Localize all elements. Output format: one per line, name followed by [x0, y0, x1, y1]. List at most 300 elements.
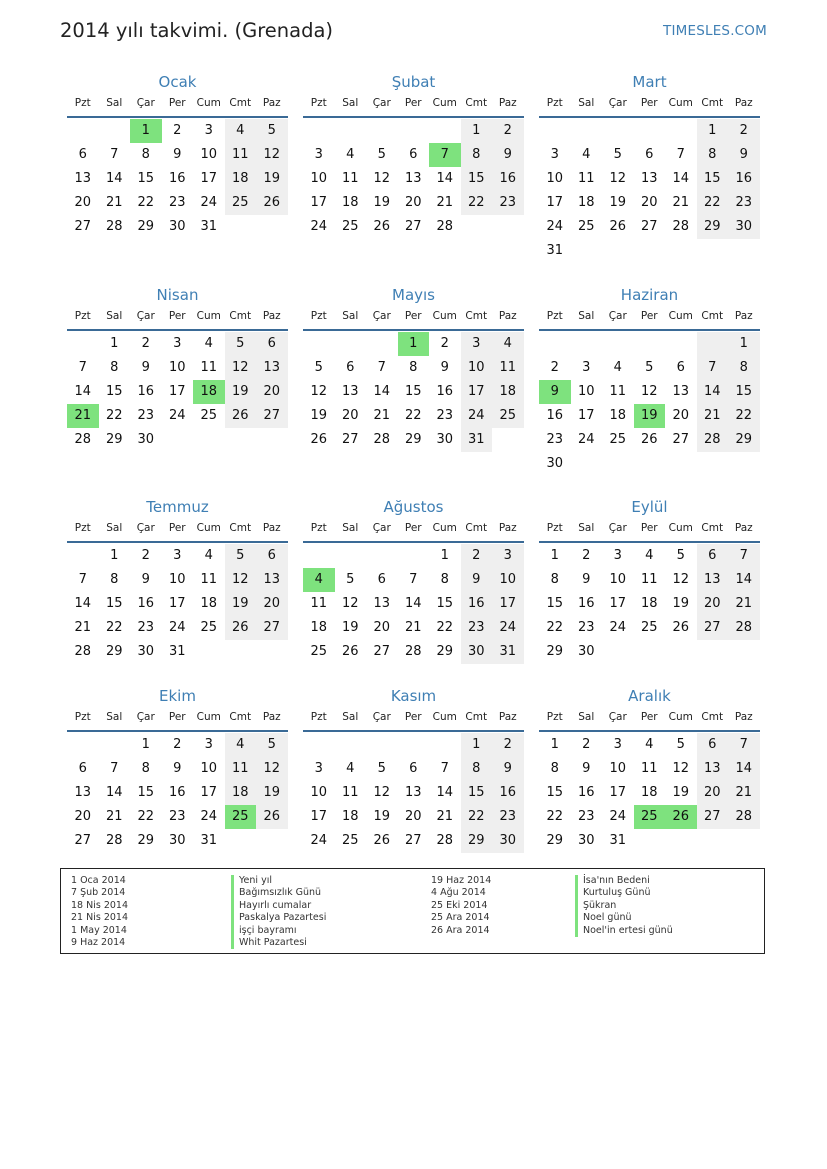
- day-cell: 10: [609, 761, 627, 776]
- legend-date: 4 Ağu 2014: [431, 887, 486, 899]
- day-cell: 27: [341, 432, 359, 447]
- day-cell: 17: [200, 171, 218, 186]
- day-cell: 24: [310, 833, 328, 848]
- day-cell: 19: [672, 596, 690, 611]
- weekday-header: [303, 710, 524, 730]
- day-cell: 22: [105, 620, 123, 635]
- day-cell: 9: [440, 360, 449, 375]
- day-cell: 28: [105, 219, 123, 234]
- header-rule: [539, 116, 760, 118]
- weekday-label: Sal: [106, 522, 123, 534]
- brand-link[interactable]: TIMESLES.COM: [663, 23, 767, 39]
- legend-holiday-name: Yeni yıl: [231, 875, 326, 887]
- day-cell: 30: [436, 432, 454, 447]
- day-cell: 20: [341, 408, 359, 423]
- day-cell: 25: [341, 833, 359, 848]
- day-cell: 20: [640, 195, 658, 210]
- day-cell: 7: [110, 147, 119, 162]
- weekday-label: Per: [404, 97, 422, 109]
- day-cell: 31: [168, 644, 186, 659]
- day-cell: 16: [168, 785, 186, 800]
- day-cell: 27: [74, 219, 92, 234]
- empty-cell: [335, 544, 367, 568]
- day-cell: 25: [310, 644, 328, 659]
- header-rule: [67, 730, 288, 732]
- day-cell: 24: [200, 195, 218, 210]
- day-cell: 17: [168, 596, 186, 611]
- day-cell: 27: [404, 219, 422, 234]
- empty-cell: [67, 332, 99, 356]
- day-cell: 1: [440, 548, 449, 563]
- day-cell: 9: [492, 143, 524, 167]
- day-cell: 26: [373, 219, 391, 234]
- empty-cell: [303, 733, 335, 757]
- day-cell: 5: [256, 733, 288, 757]
- day-cell: 28: [74, 432, 92, 447]
- day-cell: 22: [728, 404, 760, 428]
- day-cell: 17: [461, 380, 493, 404]
- holiday-legend: [60, 868, 765, 954]
- holiday-day-cell: 19: [634, 404, 666, 428]
- weekday-label: Per: [168, 522, 186, 534]
- day-cell: 13: [404, 171, 422, 186]
- day-cell: 8: [550, 572, 559, 587]
- month-block: [539, 285, 760, 476]
- day-cell: 30: [492, 829, 524, 853]
- day-cell: 22: [546, 620, 564, 635]
- day-cell: 25: [200, 408, 218, 423]
- day-cell: 29: [137, 833, 155, 848]
- weekday-label: Pzt: [546, 711, 563, 723]
- day-cell: 28: [672, 219, 690, 234]
- day-cell: 8: [461, 757, 493, 781]
- weekday-label: Sal: [106, 310, 123, 322]
- day-cell: 14: [105, 171, 123, 186]
- day-cell: 8: [110, 572, 119, 587]
- day-cell: 31: [200, 833, 218, 848]
- day-cell: 8: [110, 360, 119, 375]
- weekday-header: [67, 96, 288, 116]
- day-cell: 26: [225, 616, 257, 640]
- day-cell: 10: [461, 356, 493, 380]
- day-cell: 8: [550, 761, 559, 776]
- day-cell: 11: [310, 596, 328, 611]
- day-cell: 28: [728, 805, 760, 829]
- empty-cell: [697, 332, 729, 356]
- day-cell: 6: [645, 147, 654, 162]
- day-cell: 12: [341, 596, 359, 611]
- weekday-header: [67, 309, 288, 329]
- day-cell: 20: [256, 592, 288, 616]
- day-cell: 31: [461, 428, 493, 452]
- weekday-label: Çar: [608, 522, 627, 534]
- day-cell: 18: [609, 408, 627, 423]
- day-cell: 21: [728, 781, 760, 805]
- weekday-header: [303, 309, 524, 329]
- weekday-label: Cum: [432, 97, 457, 109]
- day-cell: 1: [461, 119, 493, 143]
- day-cell: 24: [200, 809, 218, 824]
- month-block: [303, 285, 524, 452]
- day-cell: 30: [577, 833, 595, 848]
- day-cell: 26: [609, 219, 627, 234]
- day-cell: 24: [577, 432, 595, 447]
- day-cell: 17: [200, 785, 218, 800]
- header-rule: [303, 116, 524, 118]
- day-cell: 11: [341, 171, 359, 186]
- day-cell: 5: [613, 147, 622, 162]
- weekday-label: Cmt: [229, 97, 252, 109]
- legend-holiday-name: işçi bayramı: [231, 925, 326, 937]
- day-grid: [67, 332, 288, 452]
- day-cell: 14: [672, 171, 690, 186]
- day-cell: 1: [110, 548, 119, 563]
- day-cell: 17: [577, 408, 595, 423]
- day-cell: 2: [461, 544, 493, 568]
- empty-cell: [366, 332, 398, 356]
- weekday-label: Paz: [498, 711, 517, 723]
- day-cell: 9: [492, 757, 524, 781]
- weekday-label: Çar: [608, 711, 627, 723]
- day-cell: 7: [440, 761, 449, 776]
- weekday-label: Paz: [734, 310, 753, 322]
- month-block: [67, 285, 288, 452]
- day-cell: 24: [168, 408, 186, 423]
- legend-date: 25 Eki 2014: [431, 899, 488, 911]
- day-cell: 7: [676, 147, 685, 162]
- day-cell: 9: [461, 568, 493, 592]
- day-cell: 6: [697, 544, 729, 568]
- day-cell: 21: [436, 195, 454, 210]
- weekday-label: Çar: [608, 97, 627, 109]
- legend-holiday-name: Kurtuluş Günü: [575, 887, 673, 899]
- day-cell: 16: [436, 384, 454, 399]
- empty-cell: [303, 119, 335, 143]
- weekday-header: [67, 710, 288, 730]
- day-cell: 5: [377, 761, 386, 776]
- day-cell: 1: [550, 548, 559, 563]
- month-name: Ekim: [159, 687, 196, 705]
- day-cell: 26: [672, 620, 690, 635]
- legend-holiday-name: İsa'nın Bedeni: [575, 875, 673, 887]
- day-cell: 15: [546, 785, 564, 800]
- weekday-label: Sal: [578, 711, 595, 723]
- header-rule: [67, 116, 288, 118]
- day-grid: [539, 119, 760, 263]
- day-cell: 23: [577, 809, 595, 824]
- weekday-label: Sal: [578, 97, 595, 109]
- day-cell: 8: [728, 356, 760, 380]
- weekday-header: [539, 521, 760, 541]
- weekday-label: Paz: [734, 97, 753, 109]
- weekday-label: Paz: [734, 522, 753, 534]
- day-cell: 13: [74, 785, 92, 800]
- day-cell: 30: [137, 432, 155, 447]
- day-cell: 9: [173, 147, 182, 162]
- empty-cell: [335, 733, 367, 757]
- weekday-label: Sal: [342, 522, 359, 534]
- day-cell: 15: [137, 785, 155, 800]
- weekday-label: Sal: [106, 711, 123, 723]
- legend-date: 26 Ara 2014: [431, 924, 490, 936]
- day-cell: 20: [373, 620, 391, 635]
- day-cell: 10: [168, 360, 186, 375]
- day-cell: 8: [141, 147, 150, 162]
- day-cell: 6: [78, 761, 87, 776]
- day-cell: 6: [346, 360, 355, 375]
- day-cell: 11: [640, 761, 658, 776]
- day-cell: 26: [256, 805, 288, 829]
- day-cell: 12: [256, 143, 288, 167]
- day-cell: 23: [137, 620, 155, 635]
- day-cell: 7: [697, 356, 729, 380]
- day-cell: 5: [225, 544, 257, 568]
- day-cell: 24: [609, 809, 627, 824]
- day-cell: 7: [78, 360, 87, 375]
- day-cell: 18: [225, 781, 257, 805]
- day-cell: 16: [461, 592, 493, 616]
- day-cell: 13: [640, 171, 658, 186]
- day-cell: 5: [256, 119, 288, 143]
- empty-cell: [602, 332, 634, 356]
- weekday-label: Paz: [734, 711, 753, 723]
- day-cell: 15: [461, 167, 493, 191]
- weekday-label: Çar: [136, 97, 155, 109]
- day-cell: 21: [672, 195, 690, 210]
- day-cell: 3: [314, 147, 323, 162]
- day-cell: 3: [204, 123, 213, 138]
- day-cell: 10: [200, 761, 218, 776]
- legend-holiday-name: Paskalya Pazartesi: [231, 912, 326, 924]
- weekday-label: Paz: [498, 522, 517, 534]
- day-cell: 12: [256, 757, 288, 781]
- day-cell: 11: [225, 757, 257, 781]
- day-cell: 18: [341, 809, 359, 824]
- empty-cell: [665, 332, 697, 356]
- day-cell: 3: [613, 737, 622, 752]
- empty-cell: [634, 332, 666, 356]
- month-block: [539, 72, 760, 263]
- day-cell: 29: [546, 644, 564, 659]
- day-cell: 20: [404, 195, 422, 210]
- day-grid: [539, 733, 760, 853]
- day-cell: 12: [672, 761, 690, 776]
- day-cell: 28: [697, 428, 729, 452]
- day-cell: 27: [404, 833, 422, 848]
- month-name: Eylül: [631, 498, 668, 516]
- day-cell: 18: [492, 380, 524, 404]
- month-block: [303, 72, 524, 239]
- day-cell: 16: [577, 785, 595, 800]
- day-cell: 23: [577, 620, 595, 635]
- day-cell: 23: [492, 191, 524, 215]
- weekday-label: Cum: [432, 310, 457, 322]
- day-cell: 14: [404, 596, 422, 611]
- weekday-label: Per: [404, 711, 422, 723]
- weekday-label: Sal: [578, 310, 595, 322]
- day-cell: 6: [78, 147, 87, 162]
- day-cell: 23: [436, 408, 454, 423]
- day-cell: 25: [577, 219, 595, 234]
- day-cell: 14: [74, 596, 92, 611]
- weekday-label: Sal: [342, 310, 359, 322]
- day-cell: 17: [310, 195, 328, 210]
- day-cell: 15: [436, 596, 454, 611]
- month-name: Şubat: [391, 73, 436, 91]
- day-cell: 28: [728, 616, 760, 640]
- weekday-label: Per: [168, 97, 186, 109]
- legend-date: 1 Oca 2014: [71, 875, 126, 886]
- day-cell: 28: [436, 219, 454, 234]
- day-cell: 5: [346, 572, 355, 587]
- day-cell: 23: [168, 195, 186, 210]
- day-grid: [303, 119, 524, 239]
- weekday-label: Paz: [262, 522, 281, 534]
- day-cell: 3: [314, 761, 323, 776]
- legend-names-right: [575, 875, 673, 937]
- legend-date: 18 Nis 2014: [71, 899, 128, 911]
- day-cell: 29: [137, 219, 155, 234]
- month-block: [67, 497, 288, 664]
- day-cell: 18: [640, 596, 658, 611]
- empty-cell: [398, 733, 430, 757]
- day-cell: 15: [105, 596, 123, 611]
- empty-cell: [571, 119, 603, 143]
- day-cell: 13: [341, 384, 359, 399]
- day-cell: 30: [168, 219, 186, 234]
- holiday-day-cell: 1: [398, 332, 430, 356]
- legend-date: 1 May 2014: [71, 924, 127, 936]
- day-cell: 25: [341, 219, 359, 234]
- day-cell: 11: [609, 384, 627, 399]
- day-cell: 23: [137, 408, 155, 423]
- weekday-label: Sal: [342, 97, 359, 109]
- header-rule: [539, 541, 760, 543]
- weekday-label: Cmt: [465, 97, 488, 109]
- day-cell: 8: [409, 360, 418, 375]
- day-cell: 31: [200, 219, 218, 234]
- day-cell: 17: [310, 809, 328, 824]
- day-cell: 11: [492, 356, 524, 380]
- day-cell: 31: [609, 833, 627, 848]
- day-cell: 14: [74, 384, 92, 399]
- day-cell: 4: [225, 733, 257, 757]
- day-cell: 25: [200, 620, 218, 635]
- day-cell: 9: [173, 761, 182, 776]
- weekday-label: Paz: [262, 310, 281, 322]
- empty-cell: [366, 733, 398, 757]
- day-cell: 12: [609, 171, 627, 186]
- legend-names-left: [231, 875, 326, 949]
- day-cell: 1: [461, 733, 493, 757]
- day-cell: 1: [550, 737, 559, 752]
- month-name: Mayıs: [392, 286, 435, 304]
- day-grid: [303, 332, 524, 452]
- day-cell: 4: [645, 548, 654, 563]
- legend-date: 25 Ara 2014: [431, 912, 490, 924]
- day-cell: 12: [672, 572, 690, 587]
- legend-dates-right: [431, 875, 491, 937]
- weekday-label: Per: [404, 522, 422, 534]
- month-block: [303, 686, 524, 853]
- empty-cell: [99, 733, 131, 757]
- weekday-label: Per: [168, 711, 186, 723]
- weekday-header: [539, 309, 760, 329]
- day-cell: 2: [550, 360, 559, 375]
- day-cell: 7: [78, 572, 87, 587]
- weekday-label: Pzt: [74, 310, 91, 322]
- day-cell: 3: [613, 548, 622, 563]
- day-cell: 24: [310, 219, 328, 234]
- day-cell: 18: [341, 195, 359, 210]
- legend-date: 21 Nis 2014: [71, 912, 128, 924]
- legend-date: 19 Haz 2014: [431, 875, 492, 886]
- day-cell: 4: [645, 737, 654, 752]
- weekday-label: Pzt: [310, 97, 327, 109]
- empty-cell: [335, 119, 367, 143]
- day-cell: 22: [137, 809, 155, 824]
- month-block: [539, 497, 760, 664]
- legend-holiday-name: Şükran: [575, 900, 673, 912]
- weekday-label: Cum: [668, 97, 693, 109]
- day-cell: 11: [577, 171, 595, 186]
- day-cell: 3: [173, 336, 182, 351]
- day-cell: 27: [672, 432, 690, 447]
- day-cell: 4: [492, 332, 524, 356]
- day-cell: 6: [256, 544, 288, 568]
- legend-holiday-name: Whit Pazartesi: [231, 937, 326, 949]
- day-cell: 2: [582, 737, 591, 752]
- day-cell: 31: [492, 640, 524, 664]
- month-name: Mart: [632, 73, 667, 91]
- empty-cell: [539, 332, 571, 356]
- weekday-label: Pzt: [546, 522, 563, 534]
- day-cell: 5: [377, 147, 386, 162]
- day-cell: 24: [492, 616, 524, 640]
- day-cell: 10: [492, 568, 524, 592]
- day-cell: 13: [697, 757, 729, 781]
- day-cell: 28: [436, 833, 454, 848]
- day-cell: 30: [461, 640, 493, 664]
- day-grid: [67, 733, 288, 853]
- weekday-label: Cmt: [701, 310, 724, 322]
- day-grid: [67, 119, 288, 239]
- legend-holiday-name: Hayırlı cumalar: [231, 900, 326, 912]
- day-cell: 26: [310, 432, 328, 447]
- day-cell: 19: [225, 592, 257, 616]
- day-cell: 1: [110, 336, 119, 351]
- day-cell: 18: [640, 785, 658, 800]
- weekday-label: Cmt: [701, 97, 724, 109]
- day-cell: 10: [310, 171, 328, 186]
- day-cell: 10: [546, 171, 564, 186]
- empty-cell: [398, 119, 430, 143]
- day-cell: 30: [577, 644, 595, 659]
- holiday-day-cell: 4: [303, 568, 335, 592]
- day-cell: 1: [697, 119, 729, 143]
- weekday-label: Cum: [668, 711, 693, 723]
- header-rule: [67, 329, 288, 331]
- day-cell: 29: [404, 432, 422, 447]
- day-cell: 20: [697, 592, 729, 616]
- day-cell: 12: [225, 356, 257, 380]
- weekday-label: Cum: [432, 522, 457, 534]
- weekday-label: Çar: [608, 310, 627, 322]
- weekday-label: Per: [640, 522, 658, 534]
- day-cell: 13: [256, 356, 288, 380]
- weekday-label: Cum: [196, 522, 221, 534]
- day-cell: 29: [697, 215, 729, 239]
